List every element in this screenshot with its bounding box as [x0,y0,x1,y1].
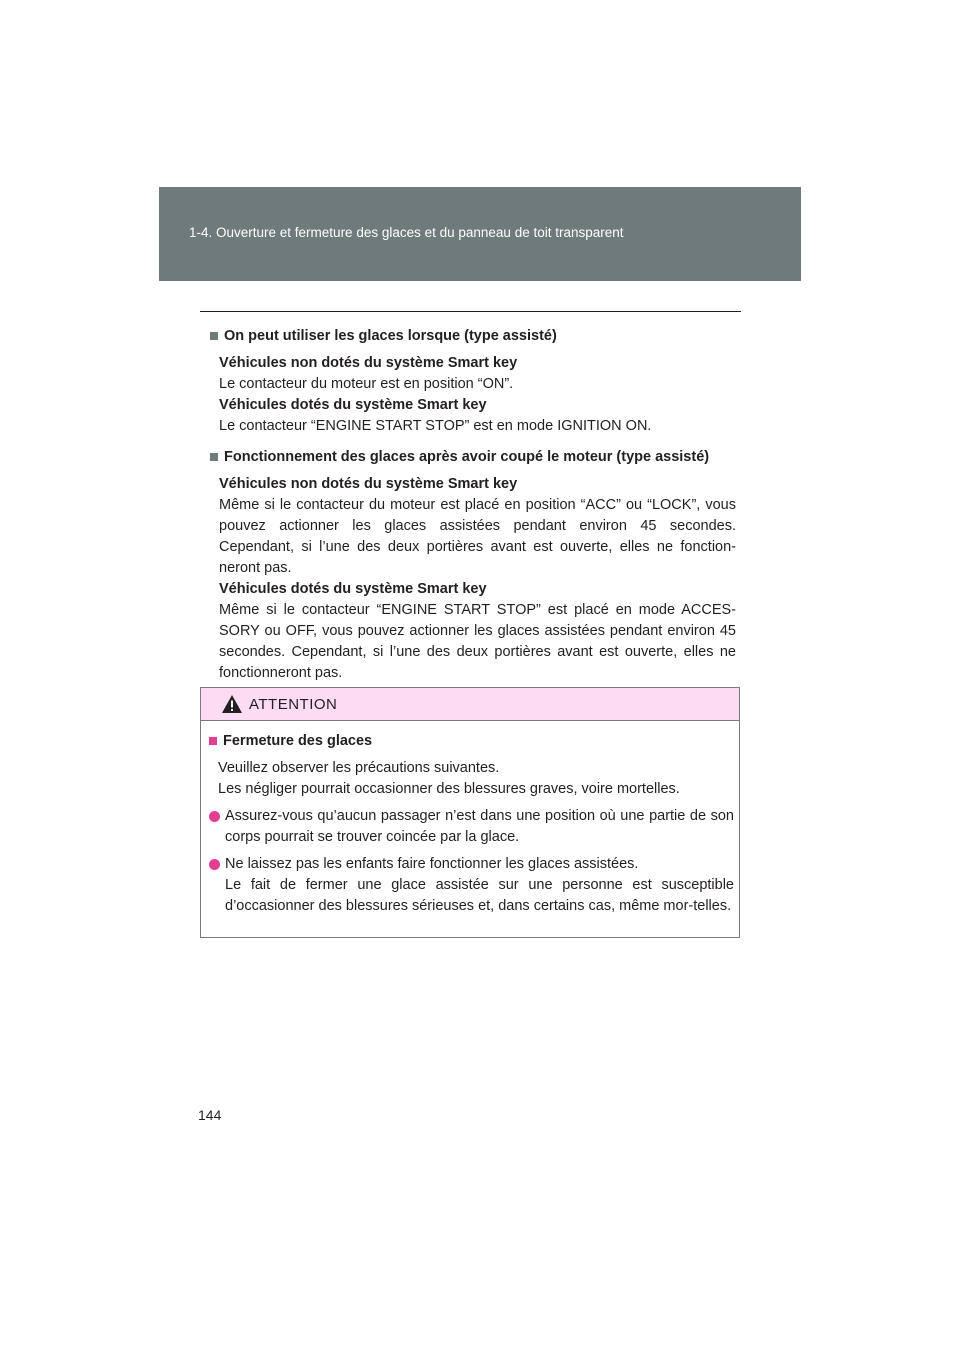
attention-title: ATTENTION [249,695,338,713]
paragraph: Même si le contacteur “ENGINE START STOP” est placé en mode ACCES-SORY ou OFF, vous pouvez actionner les glaces assistées pendant environ 45 secondes. Cependant, si l’une des deux portières avant est ouverte, elles ne fonctionneront pas. [219,602,736,681]
header-rule [200,311,741,312]
main-content [210,326,736,684]
section-title: 1-4. Ouverture et fermeture des glaces et du panneau de toit transparent [189,225,624,240]
paragraph: Le contacteur “ENGINE START STOP” est en mode IGNITION ON. [219,418,652,434]
attention-header [201,688,739,721]
bullet-text: Assurez-vous qu’aucun passager n’est dans une position où une partie de son corps pourrait se trouver coincée par la glace. [225,808,734,845]
attention-body [201,721,739,917]
section-heading [210,447,736,468]
attention-heading [209,731,734,752]
warning-triangle-icon [221,694,243,714]
section-heading [210,326,736,347]
subheading: Véhicules non dotés du système Smart key [219,476,518,492]
attention-box [200,687,740,938]
page-number: 144 [198,1107,222,1123]
section-body [210,474,736,684]
chapter-header [159,187,801,281]
square-bullet-icon [210,453,218,461]
round-bullet-icon [209,811,220,822]
attention-heading-text: Fermeture des glaces [223,733,373,749]
bullet-text: Ne laissez pas les enfants faire fonctionner les glaces assistées. [225,856,639,872]
square-bullet-icon [210,332,218,340]
paragraph: Veuillez observer les précautions suivantes. [218,760,500,776]
paragraph: Les négliger pourrait occasionner des blessures graves, voire mortelles. [218,781,680,797]
paragraph: Même si le contacteur du moteur est placé en position “ACC” ou “LOCK”, vous pouvez actionner les glaces assistées pendant environ 45 secondes. Cependant, si l’une des deux portières avant est ouverte, elles ne fonction-neront pas. [219,497,736,576]
section-body [210,353,736,437]
subheading: Véhicules dotés du système Smart key [219,581,487,597]
bullet-text: Le fait de fermer une glace assistée sur une personne est susceptible d’occasionner des blessures sérieuses et, dans certains cas, même mor-telles. [225,877,734,914]
section-heading-text: Fonctionnement des glaces après avoir coupé le moteur (type assisté) [224,449,710,465]
round-bullet-icon [209,859,220,870]
list-item [209,806,734,848]
paragraph: Le contacteur du moteur est en position “ON”. [219,376,514,392]
subheading: Véhicules non dotés du système Smart key [219,355,518,371]
subheading: Véhicules dotés du système Smart key [219,397,487,413]
list-item [209,854,734,917]
square-bullet-icon [209,737,217,745]
section-heading-text: On peut utiliser les glaces lorsque (type assisté) [224,328,557,344]
